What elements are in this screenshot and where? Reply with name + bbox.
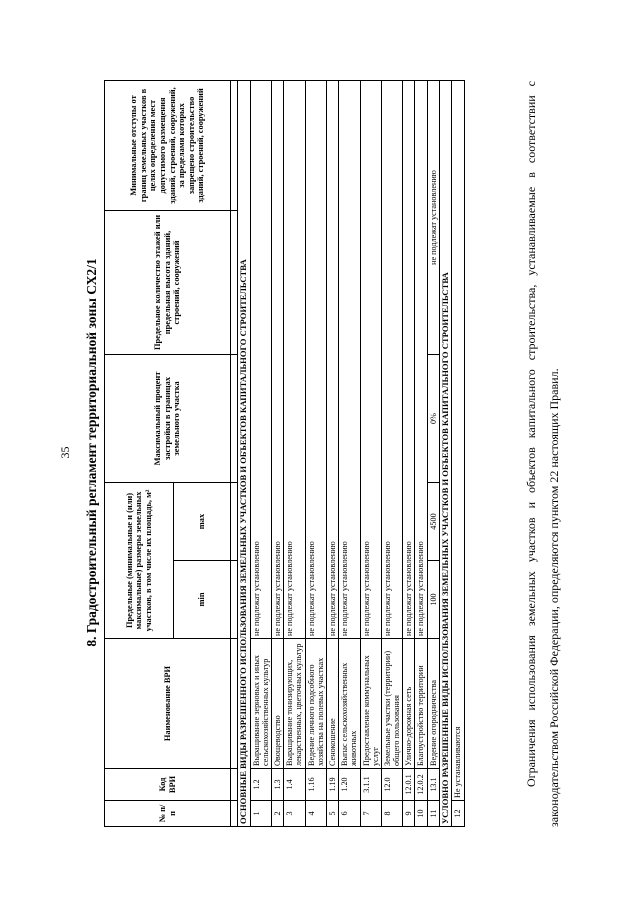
header-percent: Максимальный процент застройки в границах земельного участка [105, 355, 231, 483]
table-row [326, 81, 338, 827]
row-number: 1 [250, 801, 271, 827]
footnote-body: Ограничения использования земельных участков и объектов капитального строительства, устанавливаемые в соответствии с законодательством Российской Федерации, определяются пунктом 22 настоящих Правил. [524, 81, 561, 827]
row-name: Выращивание тонизирующих, лекарственных, цветочных культур [284, 639, 305, 769]
header-setback: Минимальные отступы от границ земельных участков в целях определения мест допустимого размещения зданий, строений, сооружений, за пределами которых запрещено строительство зданий, строений, сооружений [105, 81, 231, 211]
row-code: 13.1 [427, 769, 439, 801]
row-note: не подлежат установлению [381, 81, 402, 639]
row-code: 12.0 [381, 769, 402, 801]
section-main-row [238, 81, 251, 827]
row-name: Улично-дорожная сеть [403, 639, 415, 769]
row-note: не подлежат установлению [250, 81, 271, 639]
row-note: не подлежат установлению [403, 81, 415, 639]
row-name: Сенокошение [326, 639, 338, 769]
row-percent: 0% [427, 355, 439, 483]
row-note: не подлежат установлению [272, 81, 284, 639]
row-number: 11 [427, 801, 439, 827]
row-number: 2 [272, 801, 284, 827]
row-note: не подлежат установлению [415, 81, 427, 639]
section-conditional-title: УСЛОВНО РАЗРЕШЕННЫЕ ВИДЫ ИСПОЛЬЗОВАНИЯ ЗЕМЕЛЬНЫХ УЧАСТКОВ И ОБЪЕКТОВ КАПИТАЛЬНОГО СТРОИТЕЛЬСТВА [439, 81, 452, 827]
header-num: № п/п [105, 801, 231, 827]
row-name: Земельные участки (территории) общего пользования [381, 639, 402, 769]
table-row [360, 81, 381, 827]
row-number: 8 [381, 801, 402, 827]
table-header-row [105, 81, 174, 827]
regulation-table [104, 80, 465, 827]
row-code: 1.3 [272, 769, 284, 801]
header-name: Наименование ВРИ [105, 639, 231, 769]
table-row [250, 81, 271, 827]
row-code: 3.1.1 [360, 769, 381, 801]
header-code: Код ВРИ [105, 769, 231, 801]
row-note: не подлежат установлению [305, 81, 326, 639]
header-sizes: Предельные (минимальные и (или) максимальные) размеры земельных участков, в том числе их площадь, м² [105, 483, 174, 639]
row-number: 10 [415, 801, 427, 827]
row-note: не подлежат установлению [339, 81, 360, 639]
row-number: 5 [326, 801, 338, 827]
row-note: Не устанавливаются [452, 81, 464, 801]
row-number: 7 [360, 801, 381, 827]
row-number: 4 [305, 801, 326, 827]
row-code: 1.2 [250, 769, 271, 801]
row-name: Ведение личного подсобного хозяйства на полевых участках [305, 639, 326, 769]
header-min: min [174, 561, 231, 639]
row-code: 12.0.2 [415, 769, 427, 801]
row-note: не подлежат установлению [326, 81, 338, 639]
section-main-title: ОСНОВНЫЕ ВИДЫ РАЗРЕШЕННОГО ИСПОЛЬЗОВАНИЯ ЗЕМЕЛЬНЫХ УЧАСТКОВ И ОБЪЕКТОВ КАПИТАЛЬНОГО СТРОИТЕЛЬСТВА [238, 81, 251, 827]
header-floors: Предельное количество этажей или предельная высота зданий, строений, сооружений [105, 211, 231, 355]
table-row [339, 81, 360, 827]
row-code: 1.16 [305, 769, 326, 801]
row-note: не подлежат установлению [284, 81, 305, 639]
row-code: 1.20 [339, 769, 360, 801]
row-number: 3 [284, 801, 305, 827]
table-spacer-row [231, 81, 238, 827]
table-row [272, 81, 284, 827]
table-row [452, 81, 464, 827]
row-max-area: 4500 [427, 483, 439, 561]
row-note: не подлежат установлению [427, 81, 439, 355]
row-name: Ведение огородничества [427, 639, 439, 769]
row-name: Благоустройство территории [415, 639, 427, 769]
table-row [415, 81, 427, 827]
row-name: Предоставление коммунальных услуг [360, 639, 381, 769]
row-number: 9 [403, 801, 415, 827]
header-max: max [174, 483, 231, 561]
row-min-area: 100 [427, 561, 439, 639]
row-number: 12 [452, 801, 464, 827]
row-note: не подлежат установлению [360, 81, 381, 639]
row-code: 1.4 [284, 769, 305, 801]
table-row [403, 81, 415, 827]
table-row [305, 81, 326, 827]
table-row [427, 81, 439, 827]
table-row [284, 81, 305, 827]
row-name: Выпас сельскохозяйственных животных [339, 639, 360, 769]
row-code: 1.19 [326, 769, 338, 801]
row-code: 12.0.1 [403, 769, 415, 801]
footnote-text [520, 81, 566, 827]
table-row [381, 81, 402, 827]
row-name: Овощеводство [272, 639, 284, 769]
page-number: 35 [58, 446, 72, 459]
row-name: Выращивание зерновых и иных сельскохозяйственных культур [250, 639, 271, 769]
page-title: 8. Градостроительный регламент территориальной зоны СХ2/1 [84, 258, 99, 647]
row-number: 6 [339, 801, 360, 827]
section-conditional-row [439, 81, 452, 827]
